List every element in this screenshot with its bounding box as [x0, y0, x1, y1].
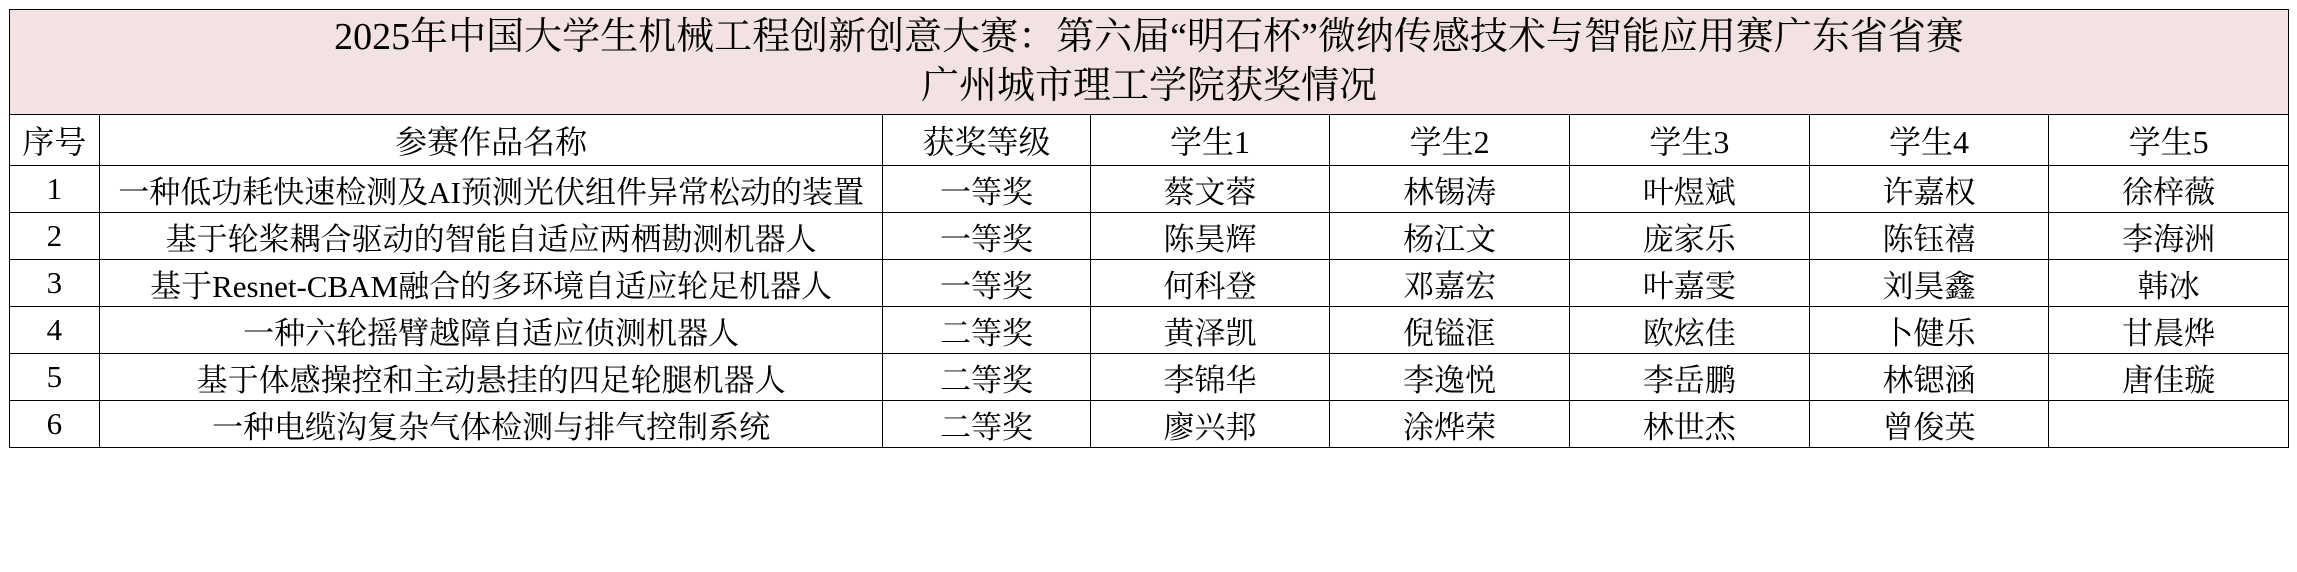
cell-level: 一等奖 [883, 213, 1090, 260]
cell-student3: 林世杰 [1570, 401, 1810, 448]
cell-work: 一种低功耗快速检测及AI预测光伏组件异常松动的装置 [99, 166, 882, 213]
cell-no: 3 [10, 260, 100, 307]
column-header-student4: 学生4 [1809, 115, 2049, 166]
table-row [10, 401, 2289, 448]
cell-student1: 陈昊辉 [1090, 213, 1330, 260]
table-row [10, 307, 2289, 354]
cell-student5 [2049, 401, 2289, 448]
table-row [10, 260, 2289, 307]
cell-student3: 李岳鹏 [1570, 354, 1810, 401]
cell-student2: 林锡涛 [1330, 166, 1570, 213]
cell-student5: 唐佳璇 [2049, 354, 2289, 401]
cell-student3: 叶嘉雯 [1570, 260, 1810, 307]
cell-student2: 涂烨荣 [1330, 401, 1570, 448]
cell-no: 4 [10, 307, 100, 354]
column-header-work: 参赛作品名称 [99, 115, 882, 166]
cell-student5: 徐梓薇 [2049, 166, 2289, 213]
cell-student1: 何科登 [1090, 260, 1330, 307]
cell-student4: 曾俊英 [1809, 401, 2049, 448]
cell-level: 一等奖 [883, 166, 1090, 213]
cell-no: 5 [10, 354, 100, 401]
cell-work: 基于体感操控和主动悬挂的四足轮腿机器人 [99, 354, 882, 401]
column-header-student3: 学生3 [1570, 115, 1810, 166]
table-header-row [10, 115, 2289, 166]
table-row [10, 166, 2289, 213]
document-title [10, 10, 2289, 115]
cell-work: 一种六轮摇臂越障自适应侦测机器人 [99, 307, 882, 354]
cell-student4: 陈钰禧 [1809, 213, 2049, 260]
table-row [10, 213, 2289, 260]
cell-student3: 叶煜斌 [1570, 166, 1810, 213]
column-header-student1: 学生1 [1090, 115, 1330, 166]
cell-student5: 韩冰 [2049, 260, 2289, 307]
cell-student2: 邓嘉宏 [1330, 260, 1570, 307]
cell-student2: 倪镒洭 [1330, 307, 1570, 354]
cell-student1: 黄泽凯 [1090, 307, 1330, 354]
title-line-2: 广州城市理工学院获奖情况 [920, 65, 1377, 107]
cell-student5: 甘晨烨 [2049, 307, 2289, 354]
cell-student4: 刘昊鑫 [1809, 260, 2049, 307]
cell-no: 6 [10, 401, 100, 448]
cell-student4: 许嘉权 [1809, 166, 2049, 213]
cell-student1: 蔡文蓉 [1090, 166, 1330, 213]
cell-no: 2 [10, 213, 100, 260]
title-row [10, 10, 2289, 115]
cell-no: 1 [10, 166, 100, 213]
cell-work: 基于Resnet-CBAM融合的多环境自适应轮足机器人 [99, 260, 882, 307]
column-header-student5: 学生5 [2049, 115, 2289, 166]
cell-level: 二等奖 [883, 354, 1090, 401]
cell-student3: 庞家乐 [1570, 213, 1810, 260]
cell-student4: 林锶涵 [1809, 354, 2049, 401]
cell-level: 二等奖 [883, 307, 1090, 354]
cell-student2: 杨江文 [1330, 213, 1570, 260]
cell-student5: 李海洲 [2049, 213, 2289, 260]
column-header-no: 序号 [10, 115, 100, 166]
cell-work: 一种电缆沟复杂气体检测与排气控制系统 [99, 401, 882, 448]
cell-level: 一等奖 [883, 260, 1090, 307]
cell-student3: 欧炫佳 [1570, 307, 1810, 354]
column-header-level: 获奖等级 [883, 115, 1090, 166]
award-table [9, 9, 2289, 448]
cell-level: 二等奖 [883, 401, 1090, 448]
cell-student1: 廖兴邦 [1090, 401, 1330, 448]
column-header-student2: 学生2 [1330, 115, 1570, 166]
cell-student2: 李逸悦 [1330, 354, 1570, 401]
cell-work: 基于轮桨耦合驱动的智能自适应两栖勘测机器人 [99, 213, 882, 260]
cell-student4: 卜健乐 [1809, 307, 2049, 354]
title-line-1: 2025年中国大学生机械工程创新创意大赛：第六届“明石杯”微纳传感技术与智能应用赛广东省省赛 [334, 16, 1964, 59]
cell-student1: 李锦华 [1090, 354, 1330, 401]
table-row [10, 354, 2289, 401]
